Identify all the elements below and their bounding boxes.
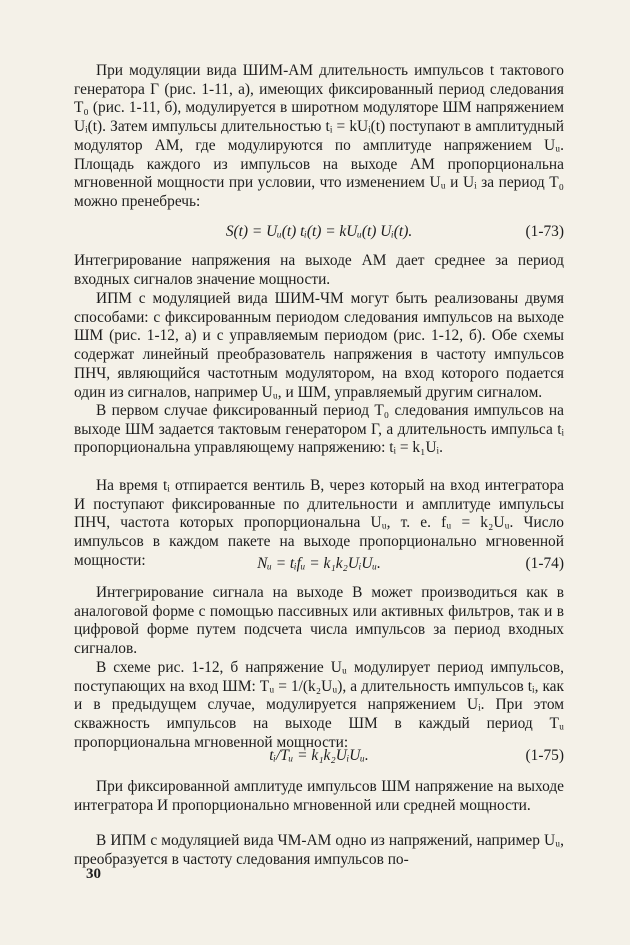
equation-1-73 [74, 222, 564, 242]
paragraph-2 [74, 252, 564, 289]
paragraph-text: В первом случае фиксированный период T₀ следования импульсов на выходе ШМ задается тактовым генератором Г, а длительность импульса tᵢ пропорциональна управляющему напряжению: tᵢ = k₁Uᵢ. [74, 402, 564, 457]
paragraph-9 [74, 832, 564, 869]
equation-formula: Nᵤ = tᵢfᵤ = k₁k₂UᵢUᵤ. [257, 555, 381, 572]
paragraph-6 [74, 584, 564, 659]
paragraph-text: В схеме рис. 1-12, б напряжение Uᵤ модулирует период импульсов, поступающих на вход ШМ: Tᵤ = 1/(k₂Uᵤ), а длительность импульсов tᵢ, как и в предыдущем случае, модулируется напряжением Uᵢ. При этом скважность импульсов на выходе ШМ в каждый период Tᵤ пропорциональна мгновенной мощности: [74, 659, 564, 751]
paragraph-7 [74, 659, 564, 753]
equation-number: (1-75) [525, 747, 564, 764]
equation-number: (1-73) [525, 223, 564, 240]
paragraph-text: На время tᵢ отпирается вентиль В, через который на вход интегратора И поступают фиксированные по длительности и амплитуде импульсы ПНЧ, частота которых пропорциональна Uᵤ, т. е. fᵤ = k₂Uᵤ. Число импульсов в каждом пакете на выходе пропорционально мгновенной мощности: [74, 477, 564, 569]
equation-1-74 [74, 554, 564, 574]
paragraph-1 [74, 62, 564, 212]
paragraph-text: Интегрирование сигнала на выходе В может производиться как в аналоговой форме с помощью пассивных или активных фильтров, так и в цифровой форме путем подсчета числа импульсов за период входных сигналов. [74, 584, 564, 658]
paragraph-text: При фиксированной амплитуде импульсов ШМ напряжение на выходе интегратора И пропорционально мгновенной или средней мощности. [74, 778, 564, 814]
paragraph-3 [74, 290, 564, 402]
page-number: 30 [86, 866, 101, 882]
equation-formula: S(t) = Uᵤ(t) tᵢ(t) = kUᵤ(t) Uᵢ(t). [225, 223, 413, 240]
equation-1-75 [74, 746, 564, 766]
paragraph-4 [74, 402, 564, 458]
paragraph-text: ИПМ с модуляцией вида ШИМ-ЧМ могут быть реализованы двумя способами: с фиксированным периодом следования импульсов на выходе ШМ (рис. 1-12, а) и с управляемым периодом (рис. 1-12, б). Обе схемы содержат линейный преобразователь напряжения в частоту импульсов ПНЧ, являющийся частотным модулятором, на вход которого подается один из сигналов, например Uᵤ, и ШМ, управляемый другим сигналом. [74, 290, 564, 401]
paragraph-text: При модуляции вида ШИМ-АМ длительность импульсов t тактового генератора Г (рис. 1-11, а), имеющих фиксированный период следования T₀ (рис. 1-11, б), модулируется в широтном модуляторе ШМ напряжением Uᵢ(t). Затем импульсы длительностью tᵢ = kUᵢ(t) поступают в амплитудный модулятор АМ, где модулируются по амплитуде напряжением Uᵤ. Площадь каждого из импульсов на выходе АМ пропорциональна мгновенной мощности при условии, что изменением Uᵤ и Uᵢ за период T₀ можно пренебречь: [74, 62, 564, 210]
paragraph-8 [74, 778, 564, 815]
paragraph-text: Интегрирование напряжения на выходе АМ дает среднее за период входных сигналов значение мощности. [74, 252, 564, 288]
equation-formula: tᵢ/Tᵤ = k₁k₂UᵢUᵤ. [269, 747, 369, 764]
equation-number: (1-74) [525, 555, 564, 572]
paragraph-text: В ИПМ с модуляцией вида ЧМ-АМ одно из напряжений, например Uᵤ, преобразуется в частоту следования импульсов по- [74, 832, 564, 868]
